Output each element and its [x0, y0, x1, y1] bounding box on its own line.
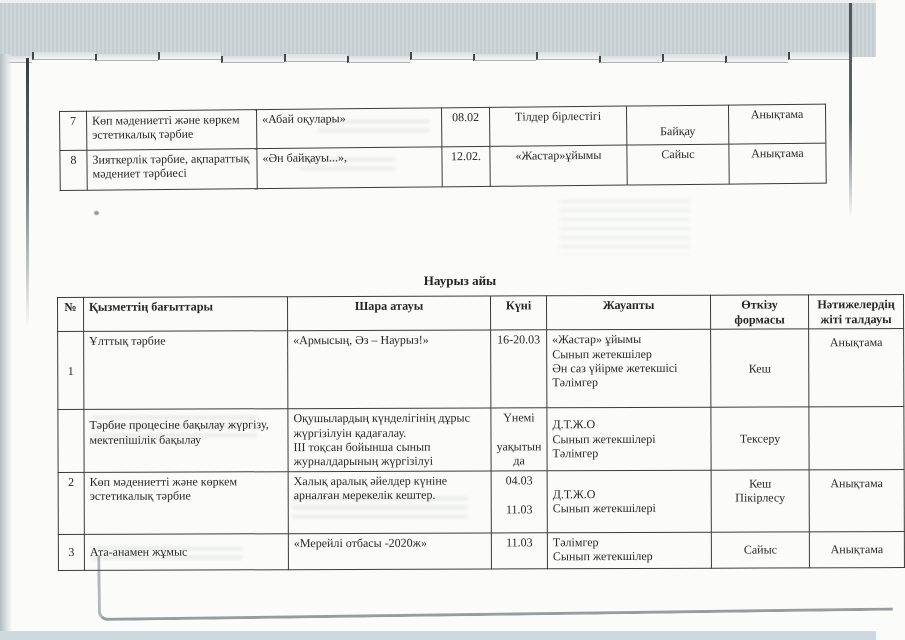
cell-responsible: «Жастар»ұйымы [490, 145, 627, 186]
cell-direction: Зияткерлік тәрбие, ақпараттық мәдениет тәрбиесі [87, 149, 257, 191]
cell-row-number: 1 [58, 332, 84, 410]
cell-direction: Көп мәдениетті және көркем эстетикалық тәрбие [84, 472, 288, 535]
cell-direction: Көп мәдениетті және көркем эстетикалық тәрбие [87, 110, 257, 151]
cell-direction: Ата-анамен жұмыс [84, 534, 288, 571]
page-edge-segment [788, 52, 851, 60]
cell-event: «Мерейлі отбасы -2020ж» [288, 533, 491, 570]
cell-row-number: 3 [58, 534, 84, 570]
header-responsible: Жауапты [546, 295, 710, 330]
cell-event: «Армысың, Әз – Наурыз!» [288, 330, 491, 409]
table-row [60, 143, 826, 190]
cell-date: 12.02. [442, 146, 490, 186]
cell-responsible: «Жастар» ұйымы Сынып жетекшілер Ән саз үйірме жетекшісі Тәлімгер [547, 329, 711, 408]
page-edge-segment [158, 52, 221, 60]
scanner-background-band [0, 0, 876, 57]
page-edge-segment [284, 54, 347, 62]
cell-row-number: 8 [60, 150, 87, 190]
table-row [58, 329, 904, 410]
page-edge-segment [32, 52, 95, 60]
header-direction: Қызметтің бағыттары [84, 297, 288, 332]
march-plan-table [57, 294, 905, 571]
page-edge-segment [599, 56, 662, 63]
cell-result: Анықтама [809, 469, 904, 531]
page-edge-segment [725, 56, 788, 63]
underlying-page-edge-left [26, 58, 29, 328]
cell-form: Кеш [711, 329, 809, 407]
cell-form: Кеш Пікірлесу [711, 470, 809, 532]
ink-speck [94, 211, 99, 215]
cell-responsible: Тәлімгер Сынып жетекшілер [547, 532, 711, 569]
cell-form: Сайыс [711, 532, 809, 568]
cell-event: «Абай оқулары» [256, 108, 441, 149]
cell-responsible: Д.Т.Ж.О Сынып жетекшілері [547, 470, 711, 533]
cell-form: Сайыс [627, 144, 729, 185]
table-row [58, 469, 904, 534]
page-edge-segment [347, 56, 410, 63]
cell-row-number: 2 [58, 472, 84, 534]
cell-date: 08.02 [441, 107, 489, 146]
bleedthrough-artifact [560, 200, 690, 255]
cell-responsible: Д.Т.Ж.О Сынып жетекшілері Тәлімгер [547, 407, 711, 470]
table-row [58, 407, 904, 473]
cell-responsible: Тілдер бірлестігі [489, 106, 626, 146]
cell-date: 04.03 11.03 [491, 471, 547, 533]
cell-row-number: 7 [60, 111, 87, 150]
section-title-march: Наурыз айы [423, 273, 497, 288]
cell-row-number [58, 410, 84, 473]
table-header-row [58, 295, 904, 332]
table-row [58, 531, 904, 570]
underlying-page-edge-right [849, 3, 852, 218]
cell-result [809, 407, 904, 470]
cell-direction: Тәрбие процесіне бақылау жүргізу, мектепішілік бақылау [84, 409, 288, 472]
page-stack-edges [0, 52, 880, 68]
cell-result: Анықтама [729, 143, 826, 184]
header-num: № [58, 297, 84, 331]
cell-form: Байқау [626, 105, 728, 145]
cell-form: Тексеру [711, 407, 809, 470]
cell-event: «Ән байқауы...», [257, 147, 442, 189]
cell-result: Анықтама [728, 104, 825, 144]
cell-event: Халық аралық әйелдер күніне арналған мерекелік кештер. [288, 471, 491, 534]
previous-month-plan-table [59, 104, 827, 191]
header-event: Шара атауы [288, 296, 491, 331]
cell-date: Үнемі уақытында [491, 408, 547, 471]
page-edge-segment [662, 54, 725, 62]
cell-event: Оқушылардың күнделігінің дұрыс жүргізілуін қадағалау. III тоқсан бойынша сынып журналдарының жүргізілуі [288, 408, 491, 471]
page-edge-segment [536, 52, 599, 60]
cell-date: 11.03 [491, 533, 547, 569]
cell-direction: Ұлттық тәрбие [84, 331, 288, 410]
header-date: Күні [490, 296, 546, 330]
page-edge-segment [221, 56, 284, 63]
header-result: Нәтижелердің жіті талдауы [808, 295, 903, 330]
cell-date: 16-20.03 [491, 330, 547, 408]
paper-left-edge [0, 54, 12, 640]
page-edge-segment [410, 52, 473, 60]
cell-result: Анықтама [809, 531, 904, 567]
scanner-bottom-strip [0, 631, 876, 640]
page-edge-segment [473, 54, 536, 61]
header-form: Өткізу формасы [710, 295, 808, 330]
cell-result: Анықтама [809, 329, 904, 407]
page-edge-segment [95, 54, 158, 61]
